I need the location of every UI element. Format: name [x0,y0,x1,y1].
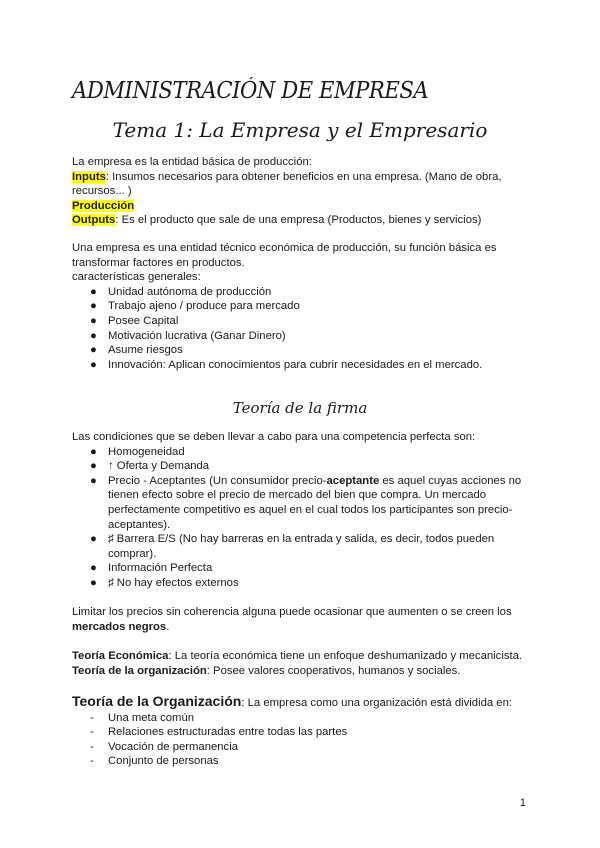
organization-title: Teoría de la Organización [72,693,242,709]
bullet-icon: ● [90,474,97,487]
inputs-definition [72,170,528,199]
bullet-icon: ● [90,314,97,327]
precio-c: es aquel cuyas acciones no tienen efecto sobre el precio de mercado del bien que compra. Un mercado perfectamente competitivo es aquel en el cual todos los participantes son precio-aceptantes). [108,474,522,531]
bullet-icon: ● [90,533,97,546]
outputs-label: Outputs [72,214,116,227]
document-title: ADMINISTRACIÓN DE EMPRESA [72,78,429,104]
topic-title: Tema 1: La Empresa y el Empresario [112,118,488,142]
bullet-icon: ● [90,576,97,589]
dash-icon: - [90,740,94,753]
characteristics-list [72,285,528,373]
list-item: ● Unidad autónoma de producción [90,285,272,298]
firma-section [72,430,528,591]
intro-line: La empresa es la entidad básica de producción: [72,156,312,168]
outputs-definition [72,213,528,228]
outputs-text: : Es el producto que sale de una empresa (Productos, bienes y servicios) [115,214,482,227]
list-item: - Relaciones estructuradas entre todas las partes [90,726,348,739]
limit-paragraph [72,605,528,634]
dash-icon: - [90,755,94,768]
definition-text: Una empresa es una entidad técnico económica de producción, su función básica es transformar factores en productos. [72,242,497,269]
dash-icon: - [90,711,94,724]
firma-intro: Las condiciones que se deben llevar a cabo para una competencia perfecta son: [72,431,476,443]
organization-list [72,711,528,769]
list-item: ● Motivación lucrativa (Ganar Dinero) [90,329,286,342]
bullet-icon: ● [90,562,97,575]
bullet-icon: ● [90,445,97,458]
inputs-label: Inputs [72,170,106,183]
list-item: ● Posee Capital [90,314,179,327]
dash-icon: - [90,726,94,739]
list-item: ● Trabajo ajeno / produce para mercado [90,300,300,313]
precio-b: aceptante [326,474,380,487]
bullet-icon: ● [90,329,97,342]
org-label: Teoría de la organización [72,664,207,677]
inputs-text: : Insumos necesarios para obtener beneficios en una empresa. (Mano de obra, recursos... ) [72,170,502,198]
limit-a: Limitar los precios sin coherencia alguna puede ocasionar que aumenten o se creen los [72,606,512,618]
organization-section [72,694,528,769]
firma-heading: Teoría de la firma [232,399,368,417]
list-item: ● Innovación: Aplican conocimientos para cubrir necesidades en el mercado. [90,358,483,371]
produccion-label: Producción [72,199,135,212]
bullet-icon: ● [90,300,97,313]
list-item: ● ♯ Barrera E/S (No hay barreras en la entrada y salida, es decir, todos pueden comprar). [90,533,495,560]
list-item: - Vocación de permanencia [90,740,239,753]
eco-label: Teoría Económica [72,650,169,662]
produccion-line [72,199,528,214]
limit-b: mercados negros [72,620,167,633]
page-number: 1 [519,797,526,809]
conditions-list [72,445,528,591]
list-item: ● ♯ No hay efectos externos [90,576,239,589]
list-item: ● Homogeneidad [90,445,185,458]
list-item [72,474,528,532]
bullet-icon: ● [90,460,97,473]
organization-text: : La empresa como una organización está dividida en: [241,697,513,709]
list-item: - Conjunto de personas [90,755,219,768]
economic-theory [72,649,528,664]
intro-section [72,155,528,228]
bullet-icon: ● [90,285,97,298]
organization-theory [72,664,528,679]
org-text: : Posee valores cooperativos, humanos y sociales. [206,664,461,677]
list-item: ● ↑ Oferta y Demanda [90,460,210,473]
organization-intro [72,694,528,711]
characteristics-heading: características generales: [72,271,201,284]
list-item: ● Información Perfecta [90,562,213,575]
list-item: ● Asume riesgos [90,344,183,357]
bullet-icon: ● [90,358,97,371]
precio-a: Precio - Aceptantes (Un consumidor precio- [108,474,327,487]
bullet-icon: ● [90,344,97,357]
theories-section [72,649,528,678]
eco-text: : La teoría económica tiene un enfoque deshumanizado y mecanicista. [168,650,523,662]
limit-c: . [166,620,170,633]
list-item: - Una meta común [90,711,195,724]
definition-section [72,241,528,372]
